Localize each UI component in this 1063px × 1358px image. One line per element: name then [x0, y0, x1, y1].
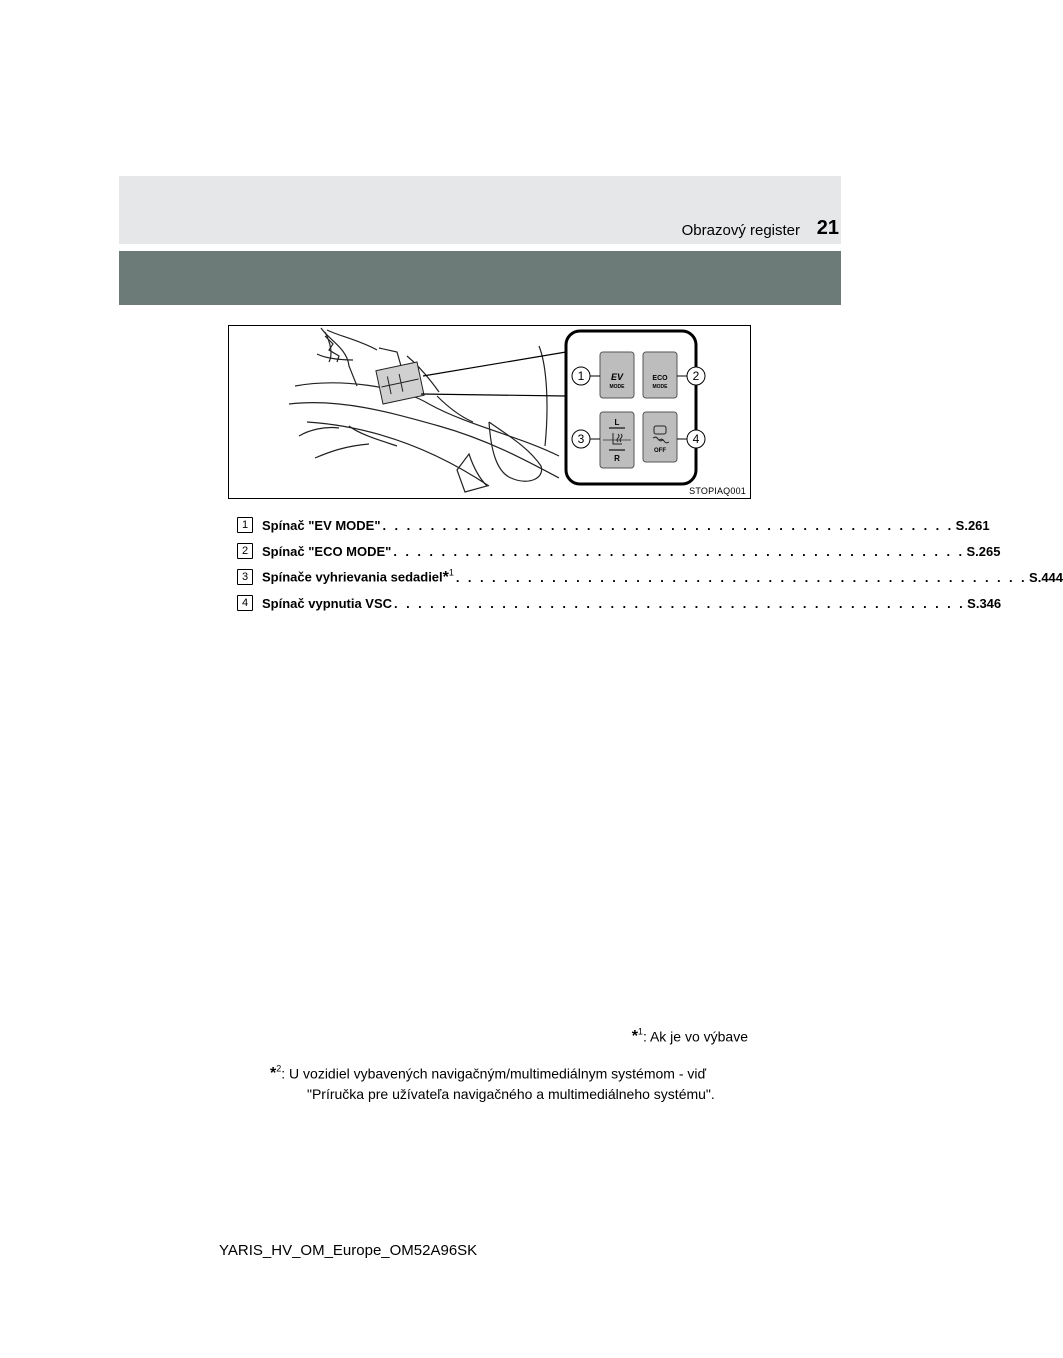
- figure-code: STOPIAQ001: [689, 486, 746, 496]
- list-item-vsc-off[interactable]: [237, 590, 1002, 616]
- dot-leader: . . . . . . . . . . . . . . . . . . . . . . . . . . . . . . . . . . . . . . . . . . . . . . . .: [394, 595, 966, 611]
- seat-left-label: L: [614, 418, 620, 427]
- list-item-eco-mode[interactable]: [237, 538, 1001, 564]
- item-label: Spínač "EV MODE": [262, 517, 381, 533]
- item-page-ref[interactable]: S.265: [966, 543, 1001, 559]
- ev-label: EV: [610, 372, 624, 382]
- document-id: YARIS_HV_OM_Europe_OM52A96SK: [219, 1242, 478, 1259]
- section-title: Obrazový register: [681, 222, 800, 239]
- switch-list: [237, 512, 1063, 616]
- footnote-star: *$^1$: [442, 567, 454, 586]
- dot-leader: . . . . . . . . . . . . . . . . . . . . . . . . . . . . . . . . . . . . . . . . . . . . . . . .: [393, 543, 965, 559]
- page-number: 21: [816, 217, 839, 239]
- chapter-band: [119, 251, 841, 305]
- footnote-2-line-2: "Príručka pre užívateľa navigačného a multimediálneho systému".: [307, 1086, 715, 1103]
- item-page-ref[interactable]: S.346: [967, 595, 1002, 611]
- vsc-off-button-drawing: [643, 412, 677, 462]
- callout-1: 1: [577, 369, 585, 383]
- item-number: 3: [237, 569, 253, 585]
- item-number: 2: [237, 543, 253, 559]
- console-illustration: [229, 326, 750, 498]
- list-item-seat-heater[interactable]: [237, 564, 1063, 590]
- item-number: 1: [237, 517, 253, 533]
- item-page-ref[interactable]: S.444: [1029, 569, 1063, 585]
- callout-4: 4: [692, 432, 700, 446]
- dot-leader: . . . . . . . . . . . . . . . . . . . . . . . . . . . . . . . . . . . . . . . . . . . . . . . .: [455, 569, 1028, 585]
- item-label: Spínač vypnutia VSC: [262, 595, 393, 611]
- callout-3: 3: [577, 432, 585, 446]
- footnote-1: *$^1$: Ak je vo výbave: [631, 1027, 748, 1046]
- dot-leader: . . . . . . . . . . . . . . . . . . . . . . . . . . . . . . . . . . . . . . . . . . . . . . . .: [382, 517, 954, 533]
- eco-mode-label: MODE: [652, 384, 668, 390]
- eco-label: ECO: [652, 375, 668, 382]
- item-number: 4: [237, 595, 253, 611]
- list-item-ev-mode[interactable]: [237, 512, 990, 538]
- footnote-2: *$^2$: U vozidiel vybavených navigačným/multimediálnym systémom - viď "Príručka pre užívateľa navigačného a multimediálneho systému".: [270, 1059, 748, 1104]
- callout-2: 2: [692, 369, 700, 383]
- item-label: Spínač "ECO MODE": [262, 543, 392, 559]
- vsc-off-label: OFF: [654, 448, 666, 454]
- seat-right-label: R: [614, 454, 620, 463]
- ev-mode-label: MODE: [609, 384, 625, 390]
- console-switch-figure: [228, 325, 751, 499]
- item-label: Spínače vyhrievania sedadiel*$^1$: [262, 567, 454, 586]
- item-page-ref[interactable]: S.261: [955, 517, 990, 533]
